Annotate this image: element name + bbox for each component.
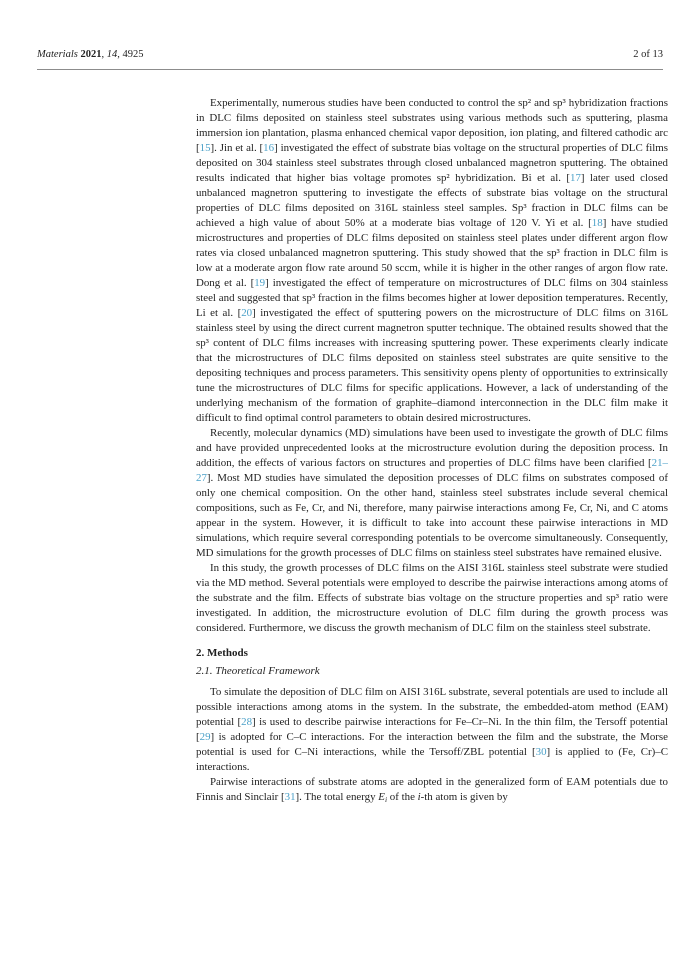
text-run: ] is used to describe pairwise interactions for Fe–Cr–Ni. In the thin film, the Tersoff potential [: [196, 716, 668, 743]
citation-link[interactable]: 18: [591, 217, 603, 229]
paragraph-md-simulations: [196, 426, 668, 561]
paragraph-this-study: [196, 561, 668, 636]
text-run: ] investigated the effect of temperature on microstructures of DLC films on 304 stainless steel and suggested that sp³ fraction in the films becomes higher at lower deposition temperatures. Recently, Li et al. [: [196, 277, 668, 319]
paragraph-eam-total-energy: [196, 775, 668, 807]
text-run: 2. Methods: [196, 647, 248, 659]
intro-paragraph-experimental-studies: [196, 96, 668, 426]
text-run: 14: [106, 49, 118, 60]
text-run: 2021: [80, 49, 102, 60]
text-run: In this study, the growth processes of DLC films on the AISI 316L stainless steel substrate were studied via the MD method. Several potentials were employed to describe the pairwise interactions among atoms of the substrate and the film. Effects of substrate bias voltage on the structure properties and sp³ ratio were investigated. In addition, the microstructure evolution of DLC film during the growth process was considered. Furthermore, we discuss the growth mechanism of DLC film on the stainless steel substrate.: [196, 562, 668, 634]
text-run: Materials: [37, 49, 78, 60]
citation-link[interactable]: 30: [535, 746, 547, 758]
citation-link[interactable]: 16: [263, 142, 275, 154]
page-number: 2 of 13: [633, 49, 663, 60]
text-run: ] have studied microstructures and properties of DLC films deposited on stainless steel plates under different argon flow rates via closed unbalanced magnetron sputtering. This study showed that the sp³ fraction in DLC film is low at a moderate argon flow rate around 50 sccm, while it is higher in the other ranges of argon flow rate. Dong et al. [: [196, 217, 668, 289]
citation-link[interactable]: 20: [241, 307, 253, 319]
citation-link[interactable]: 29: [199, 731, 211, 743]
text-run: ,: [101, 49, 107, 60]
text-run: i: [417, 791, 421, 803]
text-run: Recently, molecular dynamics (MD) simulations have been used to investigate the growth of DLC films and have provided unprecedented looks at the microstructure evolution during the deposition process. In addition, the effects of various factors on structures and properties of DLC films have been clarified [: [196, 427, 668, 469]
text-run: i: [384, 795, 388, 804]
text-run: ] investigated the effect of substrate bias voltage on the structural properties of DLC films deposited on 304 stainless steel substrates through closed unbalanced magnetron sputtering. The obtained results indicated that higher bias voltage promotes sp² hybridization. Bi et al. [: [196, 142, 668, 184]
citation-link[interactable]: 15: [199, 142, 211, 154]
header-divider: [37, 69, 663, 70]
text-run: ] is applied to (Fe, Cr)–C interactions.: [196, 746, 668, 773]
citation-link[interactable]: 31: [284, 791, 296, 803]
citation-link[interactable]: 28: [241, 716, 253, 728]
text-run: E: [378, 791, 385, 803]
citation-link[interactable]: 21–27: [196, 457, 668, 484]
text-run: ]. Jin et al. [: [210, 142, 264, 154]
subsection-heading-theoretical-framework: [196, 664, 668, 679]
article-body: [196, 96, 668, 807]
text-run: 2.1. Theoretical Framework: [196, 665, 320, 677]
text-run: ]. Most MD studies have simulated the deposition processes of DLC films on substrates composed of only one chemical composition. On the other hand, stainless steel substrates include several chemical compositions, such as Fe, Cr, and Ni, therefore, many pairwise interactions among Fe, Cr, Ni, and C atoms appear in the system. However, it is difficult to take into account these pairwise interactions in MD simulations, which require several corresponding potentials to be overcome simultaneously. Consequently, MD simulations for the growth processes of DLC films on stainless steel substrates have remained elusive.: [196, 472, 668, 559]
text-run: -th atom is given by: [420, 791, 508, 803]
page-header: [37, 49, 663, 60]
citation-link[interactable]: 19: [254, 277, 266, 289]
text-run: ]. The total energy: [295, 791, 379, 803]
paragraph-potentials: [196, 685, 668, 775]
text-run: , 4925: [117, 49, 144, 60]
text-run: Pairwise interactions of substrate atoms are adopted in the generalized form of EAM potentials due to Finnis and Sinclair [: [196, 776, 668, 803]
text-run: ] is adopted for C–C interactions. For the interaction between the film and the substrate, the Morse potential is used for C–Ni interactions, while the Tersoff/ZBL potential [: [196, 731, 668, 758]
text-run: of the: [387, 791, 418, 803]
text-run: To simulate the deposition of DLC film on AISI 316L substrate, several potentials are used to include all possible interactions among atoms in the system. In the substrate, the embedded-atom method (EAM) potential [: [196, 686, 668, 728]
journal-reference: [37, 49, 143, 60]
text-run: ] investigated the effect of sputtering powers on the microstructure of DLC films on 316L stainless steel by using the direct current magnetron sputter technique. The obtained results showed that the sp³ content of DLC films increases with increasing sputtering power. These experiments clearly indicate that the microstructures of DLC films deposited on stainless steel substrates are quite sensitive to the depositing techniques and process parameters. This sensitivity opens plenty of opportunities to extrinsically tune the microstructures of DLC films for specific applications. However, a lack of understanding of the underlying mechanism of the formation of graphite–diamond interconnection in the DLC film make it difficult to find optimal control parameters to obtain desired microstructures.: [196, 307, 668, 424]
section-heading-methods: [196, 646, 668, 661]
text-run: Experimentally, numerous studies have been conducted to control the sp² and sp³ hybridization fractions in DLC films deposited on stainless steel substrates using various methods such as sputtering, plasma immersion ion plantation, plasma enhanced chemical vapor deposition, ion plating, and filtered cathodic arc [: [196, 97, 668, 154]
text-run: ] later used closed unbalanced magnetron sputtering to investigate the effects of substrate bias voltage on the structural properties of DLC films deposited on 316L stainless steel samples. Sp³ fraction in DLC films can be achieved a high value of about 50% at a moderate bias voltage of 120 V. Yi et al. [: [196, 172, 668, 229]
citation-link[interactable]: 17: [570, 172, 581, 184]
